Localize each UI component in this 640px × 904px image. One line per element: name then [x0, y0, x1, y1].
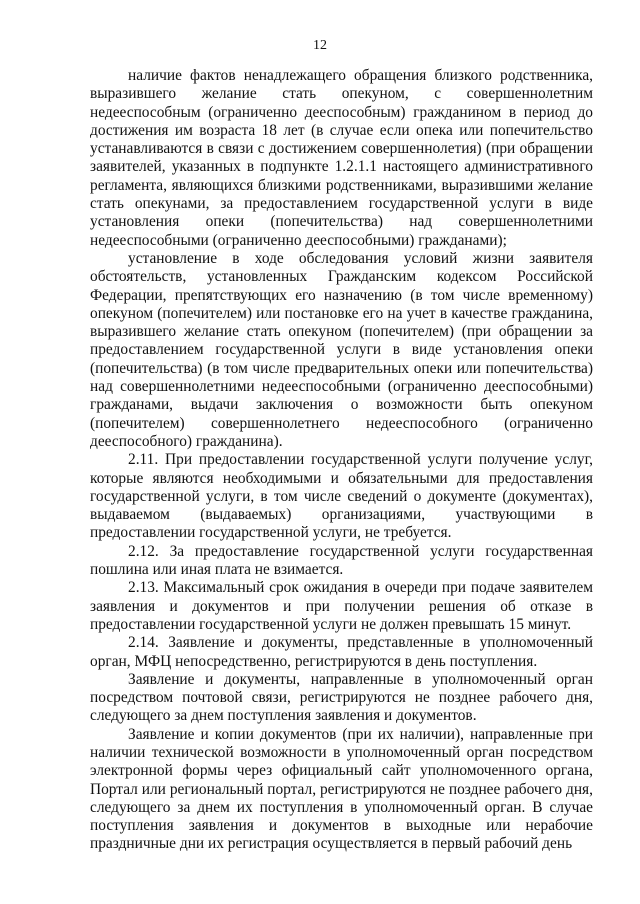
paragraph: 2.12. За предоставление государственной услуги государственная пошлина или иная плата не взимается. — [90, 542, 593, 579]
document-body — [90, 67, 593, 854]
paragraph: 2.11. При предоставлении государственной услуги получение услуг, которые являются необходимыми и обязательными для предоставления государственной услуги, в том числе сведений о документе (документах), выдаваемом (выдаваемых) организациями, участвующими в предоставлении государственной услуги, не требуется. — [90, 451, 593, 542]
page-number: 12 — [313, 38, 327, 53]
paragraph: 2.14. Заявление и документы, представленные в уполномоченный орган, МФЦ непосредственно, регистрируются в день поступления. — [90, 634, 593, 670]
paragraph: установление в ходе обследования условий жизни заявителя обстоятельств, установленных Гражданским кодексом Российской Федерации, препятствующих его назначению (в том числе временному) опекуном (попечителем) или постановке его на учет в качестве гражданина, выразившего желание стать опекуном (попечителем) (при обращении за предоставлением государственной услуги в виде установления опеки (попечительства) (в том числе предварительных опеки или попечительства) над совершеннолетними недееспособными (ограниченно дееспособными) гражданами, выдачи заключения о возможности быть опекуном (попечителем) совершеннолетнего недееспособного (ограниченно дееспособного) гражданина). — [90, 249, 593, 450]
paragraph: Заявление и документы, направленные в уполномоченный орган посредством почтовой связи, регистрируются не позднее рабочего дня, следующего за днем поступления заявления и документов. — [90, 670, 593, 725]
paragraph: Заявление и копии документов (при их наличии), направленные при наличии технической возможности в уполномоченный орган посредством электронной формы через официальный сайт уполномоченного органа, Портал или региональный портал, регистрируются не позднее рабочего дня, следующего за днем их поступления в уполномоченный орган. В случае поступления заявления и документов в выходные или нерабочие праздничные дни их регистрация осуществляется в первый рабочий день — [90, 725, 593, 853]
paragraph: 2.13. Максимальный срок ожидания в очереди при подаче заявителем заявления и документов и при получении решения об отказе в предоставлении государственной услуги не должен превышать 15 минут. — [90, 579, 593, 633]
paragraph: наличие фактов ненадлежащего обращения близкого родственника, выразившего желание стать опекуном, с совершеннолетним недееспособным (ограниченно дееспособным) гражданином в период до достижения им возраста 18 лет (в случае если опека или попечительство устанавливаются в связи с достижением совершеннолетия) (при обращении заявителей, указанных в подпункте 1.2.1.1 настоящего административного регламента, являющихся близкими родственниками, выразившими желание стать опекунами, за предоставлением государственной услуги в виде установления опеки (попечительства) над совершеннолетними недееспособными (ограниченно дееспособными) гражданами); — [90, 67, 593, 249]
